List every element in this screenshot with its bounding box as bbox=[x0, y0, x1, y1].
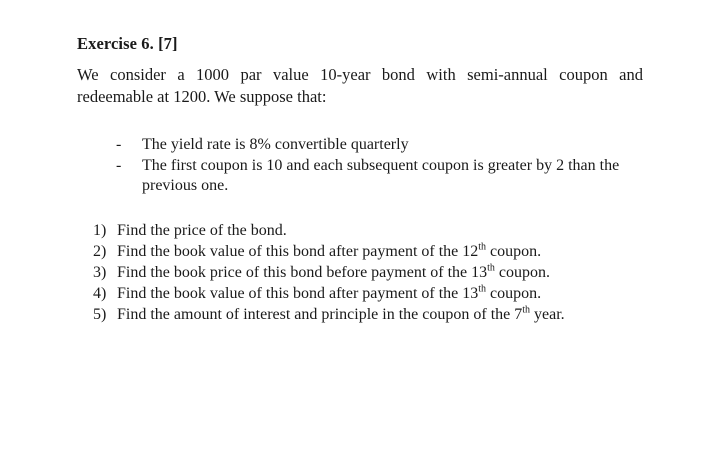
exercise-intro bbox=[77, 64, 643, 108]
condition-text-line-1: The first coupon is 10 and each subsequent coupon is greater by 2 than the bbox=[142, 157, 620, 174]
task-number: 3) bbox=[93, 264, 107, 281]
task-text-end: coupon. bbox=[486, 285, 542, 302]
task-number: 1) bbox=[93, 222, 107, 239]
task-text-end: year. bbox=[530, 306, 565, 323]
intro-line-2: redeemable at 1200. We suppose that: bbox=[77, 87, 327, 106]
task-number: 5) bbox=[93, 306, 107, 323]
task-text-end: coupon. bbox=[486, 243, 542, 260]
condition-item bbox=[116, 135, 646, 155]
task-number: 4) bbox=[93, 285, 107, 302]
ordinal-suffix: th bbox=[478, 283, 487, 295]
ordinal-suffix: th bbox=[522, 304, 531, 316]
exercise-title: Exercise 6. [7] bbox=[77, 34, 178, 53]
condition-text: The yield rate is 8% convertible quarterly bbox=[142, 136, 409, 153]
condition-item bbox=[116, 156, 646, 196]
task-number: 2) bbox=[93, 243, 107, 260]
task-text: Find the amount of interest and principle in the coupon of the 7 bbox=[117, 306, 523, 323]
task-text: Find the book value of this bond after payment of the 12 bbox=[117, 243, 479, 260]
dash-bullet: - bbox=[116, 157, 122, 174]
dash-bullet: - bbox=[116, 136, 122, 153]
intro-line-1: We consider a 1000 par value 10-year bond with semi-annual coupon and bbox=[77, 65, 643, 84]
ordinal-suffix: th bbox=[478, 241, 487, 253]
task-text: Find the price of the bond. bbox=[117, 222, 287, 239]
task-text: Find the book value of this bond after payment of the 13 bbox=[117, 285, 479, 302]
conditions-list bbox=[116, 135, 646, 197]
task-text-end: coupon. bbox=[494, 264, 551, 281]
task-item bbox=[93, 283, 653, 304]
ordinal-suffix: th bbox=[487, 262, 495, 274]
task-item bbox=[93, 241, 653, 262]
task-text: Find the book price of this bond before payment of the 13 bbox=[117, 264, 488, 281]
tasks-list bbox=[93, 220, 653, 325]
condition-text-line-2: previous one. bbox=[142, 177, 229, 194]
task-item bbox=[93, 262, 653, 283]
task-item bbox=[93, 304, 653, 325]
task-item bbox=[93, 220, 653, 241]
